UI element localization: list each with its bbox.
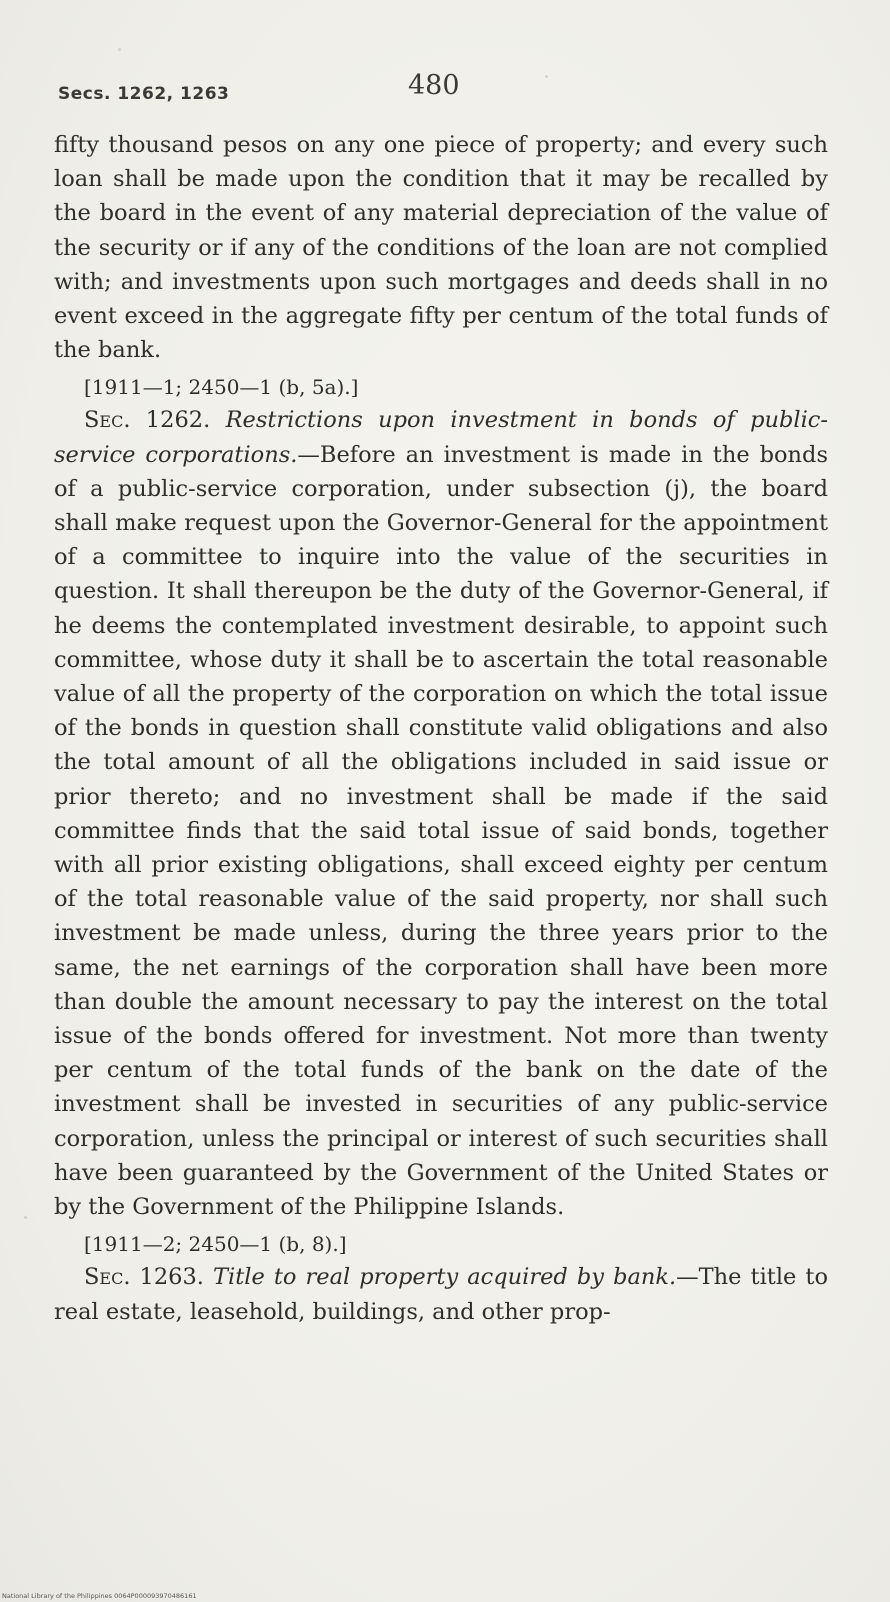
section-range-label: Secs. 1262, 1263 bbox=[58, 84, 230, 104]
section-1262 bbox=[54, 403, 828, 1224]
body-text bbox=[54, 128, 828, 1329]
scan-speck bbox=[118, 48, 121, 51]
page-number: 480 bbox=[408, 70, 460, 101]
section-1263 bbox=[54, 1260, 828, 1328]
continuation-paragraph: fifty thousand pesos on any one piece of property; and every such loan shall be made upon the condition that it may be recalled by the board in the event of any material depreciation of the value of the security or if any of the conditions of the loan are not complied with; and investments upon such mortgages and deeds shall in no event exceed in the aggregate fifty per centum of the total funds of the bank. bbox=[54, 132, 828, 364]
section-1262-label: Sec. 1262. bbox=[84, 407, 211, 434]
scan-speck bbox=[545, 75, 548, 78]
running-head bbox=[58, 70, 828, 110]
digitization-credit: National Library of the Philippines 0064P000093970486161 bbox=[2, 1592, 197, 1600]
section-1263-label: Sec. 1263. bbox=[84, 1264, 204, 1291]
scan-speck bbox=[24, 1216, 27, 1219]
section-1262-title: Restrictions upon investment in bonds of public-service corporations. bbox=[54, 407, 828, 468]
section-1263-title: Title to real property acquired by bank. bbox=[213, 1264, 677, 1291]
section-1262-body: —Before an investment is made in the bonds of a public-service corporation, under subsection (j), the board shall make request upon the Governor-General for the appointment of a committee to inquire into the value of the securities in question. It shall thereupon be the duty of the Governor-General, if he deems the contemplated investment desirable, to appoint such committee, whose duty it shall be to ascertain the total reasonable value of all the property of the corporation on which the total issue of the bonds in question shall constitute valid obligations and also the total amount of all the obligations included in said issue or prior thereto; and no investment shall be made if the said committee finds that the said total issue of said bonds, together with all prior existing obligations, shall exceed eighty per centum of the total reasonable value of the said property, nor shall such investment be made unless, during the three years prior to the same, the net earnings of the corporation shall have been more than double the amount necessary to pay the interest on the total issue of the bonds offered for investment. Not more than twenty per centum of the total funds of the bank on the date of the investment shall be invested in securities of any public-service corporation, unless the principal or interest of such securities shall have been guaranteed by the Government of the United States or by the Government of the Philippine Islands. bbox=[54, 441, 828, 1221]
citation-section-1262: [1911—2; 2450—1 (b, 8).] bbox=[84, 1232, 347, 1257]
citation-continuation: [1911—1; 2450—1 (b, 5a).] bbox=[84, 375, 359, 400]
section-1263-body: —The title to real estate, leasehold, buildings, and other prop- bbox=[54, 1264, 828, 1325]
